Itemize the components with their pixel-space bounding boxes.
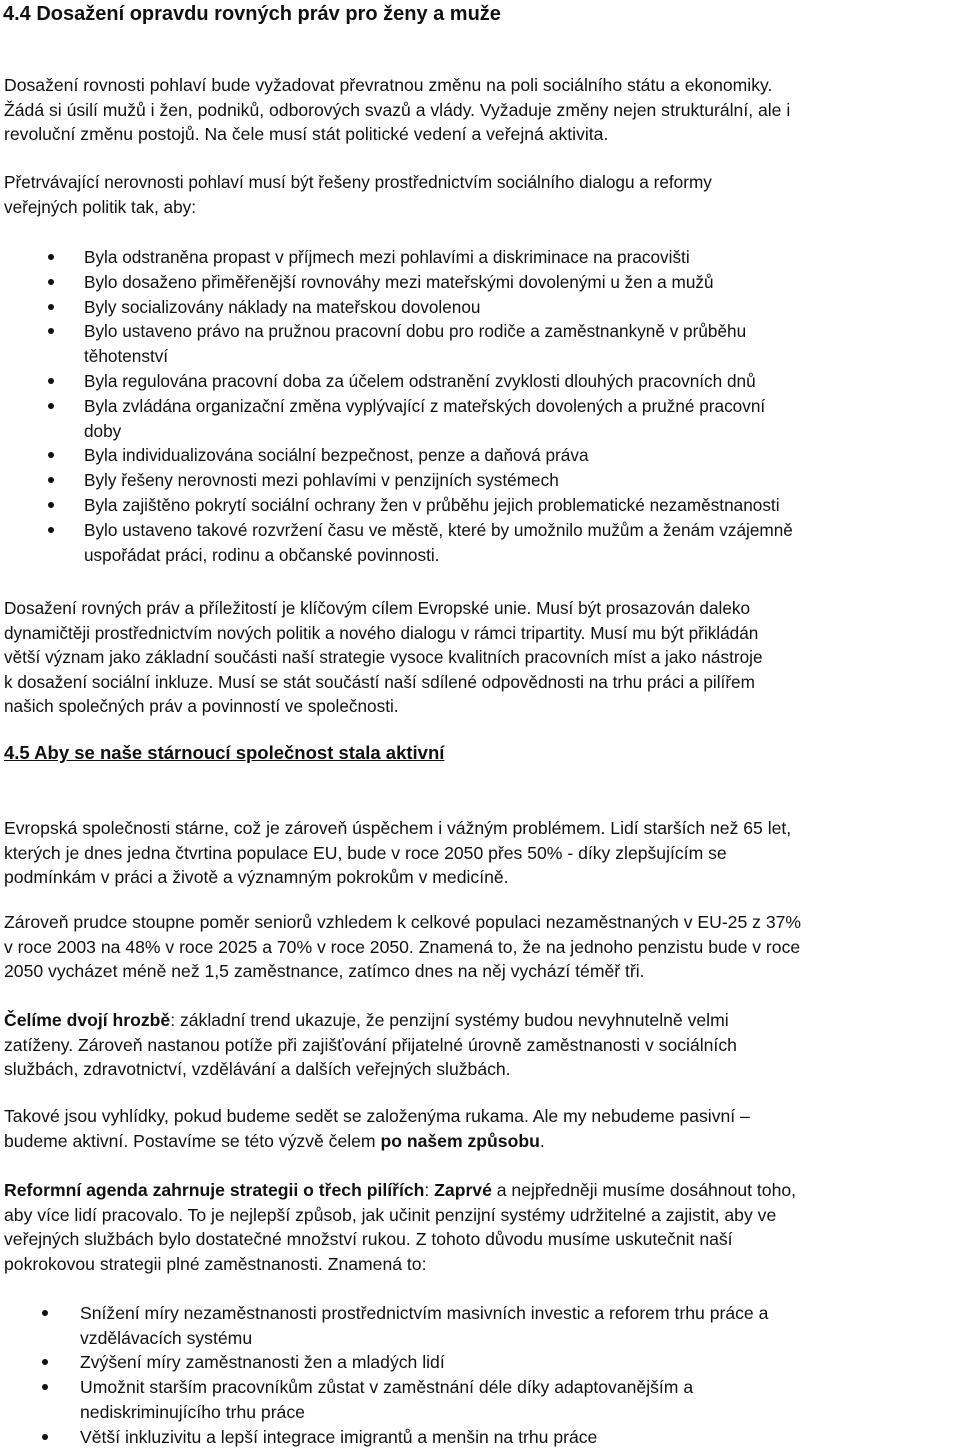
text-line: Takové jsou vyhlídky, pokud budeme sedět se založenýma rukama. Ale my nebudeme pasivní – bbox=[4, 1106, 750, 1126]
text-line: dynamičtěji prostřednictvím nových politik a nového dialogu v rámci tripartity. Musí mu být přikládán bbox=[4, 622, 759, 643]
list-item-text: Byly řešeny nerovnosti mezi pohlavími v penzijních systémech bbox=[84, 470, 559, 491]
bullet-icon bbox=[48, 502, 54, 508]
list-item bbox=[0, 1375, 958, 1424]
text-line: větší význam jako základní součásti naší strategie vysoce kvalitních pracovních míst a jako nástroje bbox=[4, 647, 763, 667]
bold-phrase: po našem způsobu bbox=[380, 1130, 540, 1151]
bullet-icon bbox=[48, 304, 54, 310]
list-item bbox=[0, 270, 958, 295]
text-line bbox=[4, 1008, 954, 1033]
text-line: v roce 2003 na 48% v roce 2025 a 70% v roce 2050. Znamená to, že na jednoho penzistu bude v roce bbox=[4, 936, 801, 957]
equality-measures-list bbox=[0, 245, 958, 567]
list-item bbox=[0, 319, 958, 369]
text-line: Dosažení rovnosti pohlaví bude vyžadovat převratnou změnu na poli sociálního státu a ekonomiky. bbox=[4, 75, 773, 95]
bold-phrase: Zaprvé bbox=[434, 1180, 492, 1200]
section-4-5-heading: 4.5 Aby se naše stárnoucí společnost stala aktivní bbox=[4, 742, 445, 763]
list-item-text: Zvýšení míry zaměstnanosti žen a mladých lidí bbox=[80, 1352, 445, 1373]
list-item-text: doby bbox=[84, 420, 122, 441]
section-4-5-paragraph-5 bbox=[4, 1178, 954, 1276]
list-item bbox=[0, 468, 958, 493]
bullet-icon bbox=[42, 1359, 48, 1365]
text-run: budeme aktivní. Postavíme se této výzvě čelem bbox=[4, 1130, 381, 1151]
list-item bbox=[0, 369, 958, 394]
bullet-icon bbox=[48, 477, 54, 483]
bullet-icon bbox=[42, 1310, 48, 1316]
text-line: k dosažení sociální inkluze. Musí se stát součástí naší sdílené odpovědnosti na trhu práci a pilířem bbox=[4, 671, 755, 692]
list-item-text: Byla zajištěno pokrytí sociální ochrany žen v průběhu jejich problematické nezaměstnanosti bbox=[84, 494, 780, 515]
text-line: Zároveň prudce stoupne poměr seniorů vzhledem k celkové populaci nezaměstnaných v EU-25 z 37% bbox=[4, 912, 802, 932]
text-line: Dosažení rovných práv a příležitostí je klíčovým cílem Evropské unie. Musí být prosazován daleko bbox=[4, 598, 751, 618]
text-line: Evropská společnosti stárne, což je zároveň úspěchem i vážným problémem. Lidí starších než 65 let, bbox=[4, 818, 792, 838]
text-line: pokrokovou strategii plné zaměstnanosti. Znamená to: bbox=[4, 1253, 427, 1274]
section-4-4-heading: 4.4 Dosažení opravdu rovných práv pro ženy a muže bbox=[3, 3, 501, 25]
list-item bbox=[0, 1350, 958, 1375]
text-line: podmínkám v práci a životě a významným pokrokům v medicíně. bbox=[4, 867, 509, 887]
list-item bbox=[0, 1301, 958, 1350]
list-item bbox=[0, 295, 958, 320]
list-item-text: uspořádat práci, rodinu a občanské povinnosti. bbox=[84, 544, 440, 565]
list-item-text: Byla regulována pracovní doba za účelem odstranění zvyklosti dlouhých pracovních dnů bbox=[84, 370, 756, 391]
section-4-5-paragraph-4 bbox=[4, 1104, 954, 1153]
section-4-5-paragraph-2 bbox=[4, 910, 954, 984]
text-run: . bbox=[539, 1130, 545, 1151]
list-item-text: těhotenství bbox=[84, 346, 169, 367]
bullet-icon bbox=[48, 254, 54, 260]
text-line: zatíženy. Zároveň nastanou potíže při zajišťování přijatelné úrovně zaměstnanosti v sociálních bbox=[4, 1034, 737, 1055]
text-line: veřejných službách bylo dostatečné množství rukou. Z tohoto důvodu musíme uskutečnit naší bbox=[4, 1229, 733, 1249]
employment-strategy-list bbox=[0, 1301, 958, 1449]
text-line: veřejných politik tak, aby: bbox=[4, 196, 197, 217]
list-item-text: Snížení míry nezaměstnanosti prostřednictvím masivních investic a reforem trhu práce a bbox=[80, 1303, 769, 1323]
bullet-icon bbox=[48, 279, 54, 285]
list-item-text: Bylo dosaženo přiměřenější rovnováhy mezi mateřskými dovolenými u žen a mužů bbox=[84, 271, 714, 292]
list-item bbox=[0, 394, 958, 444]
bullet-icon bbox=[42, 1384, 48, 1390]
list-item-text: Byla zvládána organizační změna vyplývající z mateřských dovolených a pružné pracovní bbox=[84, 395, 766, 416]
list-item-text: Bylo ustaveno právo na pružnou pracovní dobu pro rodiče a zaměstnankyně v průběhu bbox=[84, 321, 747, 342]
bullet-icon bbox=[48, 378, 54, 384]
text-line: kterých je dnes jedna čtvrtina populace EU, bude v roce 2050 přes 50% - díky zlepšujícím se bbox=[4, 842, 727, 863]
bullet-icon bbox=[42, 1434, 48, 1440]
bullet-icon bbox=[48, 328, 54, 334]
bold-lead: Čelíme dvojí hrozbě bbox=[4, 1010, 171, 1030]
list-item-text: vzdělávacích systému bbox=[80, 1327, 253, 1348]
text-line: Žádá si úsilí mužů i žen, podniků, odborových svazů a vlády. Vyžaduje změny nejen strukturální, ale i bbox=[4, 99, 791, 120]
list-item-text: Větší inkluzivitu a lepší integrace imigrantů a menšin na trhu práce bbox=[80, 1426, 598, 1447]
text-line: službách, zdravotnictví, vzdělávání a dalších veřejných službách. bbox=[4, 1059, 511, 1079]
text-line: našich společných práv a povinností ve společnosti. bbox=[4, 696, 399, 716]
list-item bbox=[0, 493, 958, 518]
text-run: a nejpředněji musíme dosáhnout toho, bbox=[491, 1180, 797, 1200]
text-line: Přetrvávající nerovnosti pohlaví musí být řešeny prostřednictvím sociálního dialogu a reformy bbox=[4, 172, 712, 192]
text-run: : základní trend ukazuje, že penzijní systémy budou nevyhnutelně velmi bbox=[170, 1010, 729, 1030]
bullet-icon bbox=[48, 403, 54, 409]
text-line: aby více lidí pracovalo. To je nejlepší způsob, jak učinit penzijní systémy udržitelné a zajistit, aby ve bbox=[4, 1204, 777, 1225]
bold-lead: Reformní agenda zahrnuje strategii o třech pilířích bbox=[4, 1180, 425, 1200]
list-item-text: Byla odstraněna propast v příjmech mezi pohlavími a diskriminace na pracovišti bbox=[84, 247, 690, 267]
list-item bbox=[0, 245, 958, 270]
section-4-5-paragraph-1 bbox=[4, 816, 954, 890]
text-line: revoluční změnu postojů. Na čele musí stát politické vedení a veřejná aktivita. bbox=[4, 124, 609, 144]
text-line bbox=[4, 1178, 954, 1203]
list-item bbox=[0, 518, 958, 568]
list-item bbox=[0, 1425, 958, 1450]
section-4-5-paragraph-3 bbox=[4, 1008, 954, 1082]
text-line bbox=[4, 1129, 954, 1154]
list-item bbox=[0, 443, 958, 468]
section-4-4-intro-paragraph bbox=[4, 73, 954, 147]
list-item-text: Bylo ustaveno takové rozvržení času ve městě, které by umožnilo mužům a ženám vzájemně bbox=[84, 519, 793, 540]
section-4-4-paragraph-3 bbox=[4, 596, 954, 719]
list-item-text: Byla individualizována sociální bezpečnost, penze a daňová práva bbox=[84, 445, 589, 466]
text-line: 2050 vycházet méně než 1,5 zaměstnance, zatímco dnes na něj vychází téměř tři. bbox=[4, 961, 645, 981]
text-run: : bbox=[424, 1180, 435, 1200]
list-item-text: nediskriminujícího trhu práce bbox=[80, 1401, 305, 1422]
list-item-text: Byly socializovány náklady na mateřskou dovolenou bbox=[84, 296, 481, 317]
section-4-4-paragraph-2 bbox=[4, 170, 954, 219]
bullet-icon bbox=[48, 527, 54, 533]
list-item-text: Umožnit starším pracovníkům zůstat v zaměstnání déle díky adaptovanějším a bbox=[80, 1377, 694, 1398]
bullet-icon bbox=[48, 452, 54, 458]
